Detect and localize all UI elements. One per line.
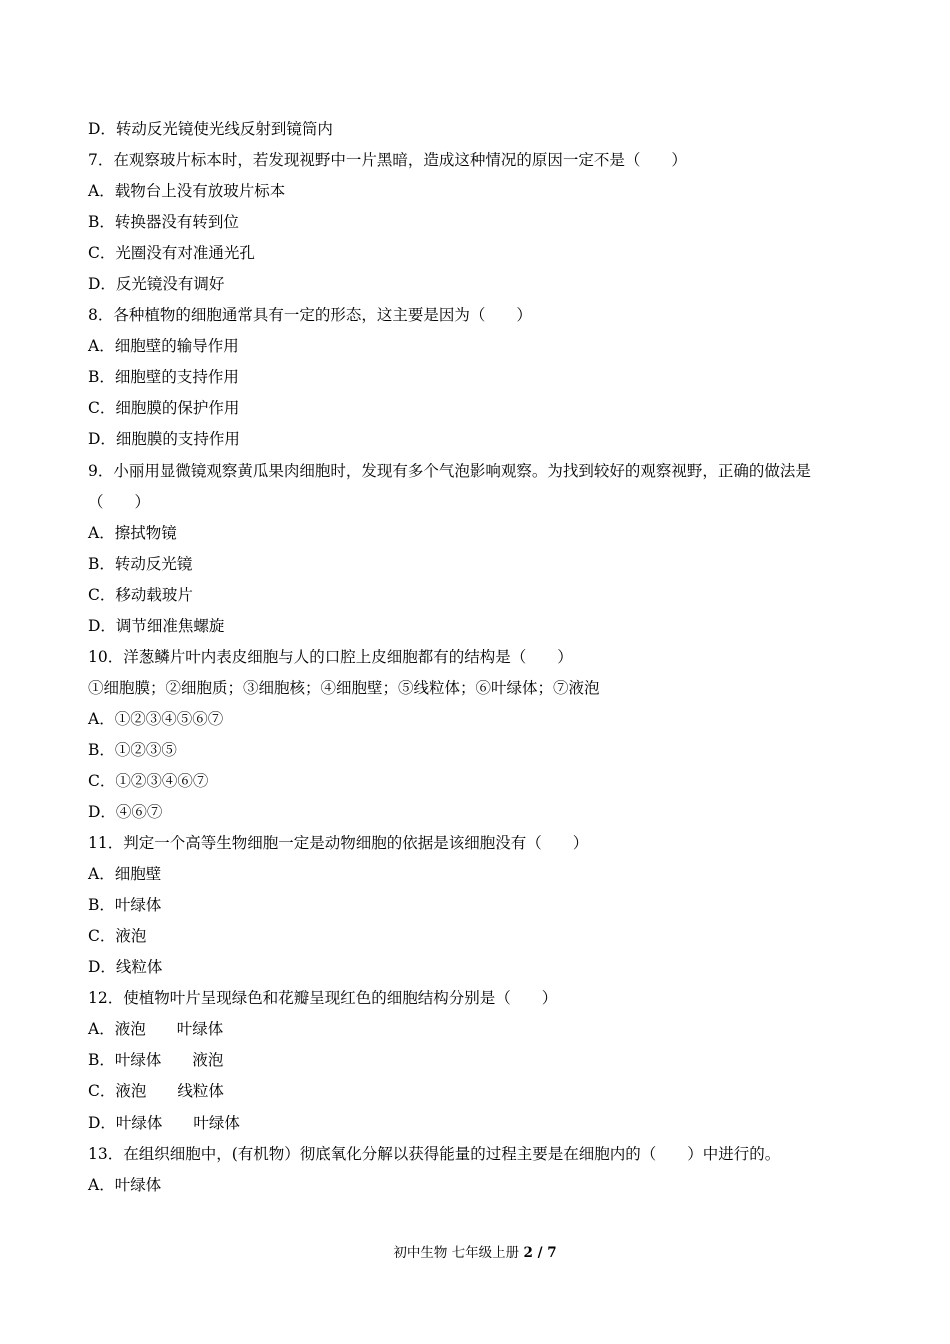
option-line: C．光圈没有对准通光孔 [88, 244, 255, 263]
option-line: A．载物台上没有放玻片标本 [88, 182, 286, 201]
option-line: A．叶绿体 [88, 1175, 162, 1194]
option-line: B．细胞壁的支持作用 [88, 368, 239, 387]
question-11: 11．判定一个高等生物细胞一定是动物细胞的依据是该细胞没有（ ） [88, 834, 589, 853]
option-line: B．①②③⑤ [88, 740, 177, 759]
question-13: 13．在组织细胞中，(有机物）彻底氧化分解以获得能量的过程主要是在细胞内的（ ）中进行的。 [88, 1144, 781, 1163]
option-line: C．液泡 [88, 927, 147, 946]
option-line: B．转动反光镜 [88, 554, 193, 573]
option-line: B．转换器没有转到位 [88, 213, 239, 232]
option-line: D．④⑥⑦ [88, 803, 163, 822]
document-body [88, 114, 878, 1201]
option-line: D．线粒体 [88, 958, 163, 977]
option-line: C．移动载玻片 [88, 585, 193, 604]
option-line: A．细胞壁的输导作用 [88, 337, 239, 356]
option-line: D．转动反光镜使光线反射到镜筒内 [88, 120, 333, 138]
page-number: 2 / 7 [523, 1245, 557, 1261]
question-8: 8．各种植物的细胞通常具有一定的形态，这主要是因为（ ） [88, 306, 532, 325]
page-footer [0, 1243, 950, 1263]
option-line: C．液泡 线粒体 [88, 1082, 224, 1101]
question-10-structures: ①细胞膜；②细胞质；③细胞核；④细胞壁；⑤线粒体；⑥叶绿体；⑦液泡 [88, 678, 600, 697]
option-line: D．反光镜没有调好 [88, 275, 225, 294]
option-line: A．液泡 叶绿体 [88, 1020, 224, 1039]
option-line: D．细胞膜的支持作用 [88, 430, 240, 449]
option-line: B．叶绿体 [88, 896, 162, 915]
option-line: C．细胞膜的保护作用 [88, 399, 240, 418]
option-line: A．擦拭物镜 [88, 523, 177, 542]
footer-label: 初中生物 七年级上册 [393, 1245, 524, 1261]
option-line: A．细胞壁 [88, 865, 162, 884]
option-line: C．①②③④⑥⑦ [88, 771, 209, 790]
question-7: 7．在观察玻片标本时，若发现视野中一片黑暗，造成这种情况的原因一定不是（ ） [88, 151, 687, 170]
option-line: A．①②③④⑤⑥⑦ [88, 709, 224, 728]
question-9-continued: （ ） [88, 492, 151, 511]
option-line: D．调节细准焦螺旋 [88, 616, 225, 635]
question-9: 9．小丽用显微镜观察黄瓜果肉细胞时，发现有多个气泡影响观察。为找到较好的观察视野，正确的做法是 [88, 461, 811, 480]
option-line: D．叶绿体 叶绿体 [88, 1113, 240, 1132]
option-line: B．叶绿体 液泡 [88, 1051, 224, 1070]
question-10: 10．洋葱鳞片叶内表皮细胞与人的口腔上皮细胞都有的结构是（ ） [88, 647, 573, 666]
question-12: 12．使植物叶片呈现绿色和花瓣呈现红色的细胞结构分别是（ ） [88, 989, 558, 1008]
